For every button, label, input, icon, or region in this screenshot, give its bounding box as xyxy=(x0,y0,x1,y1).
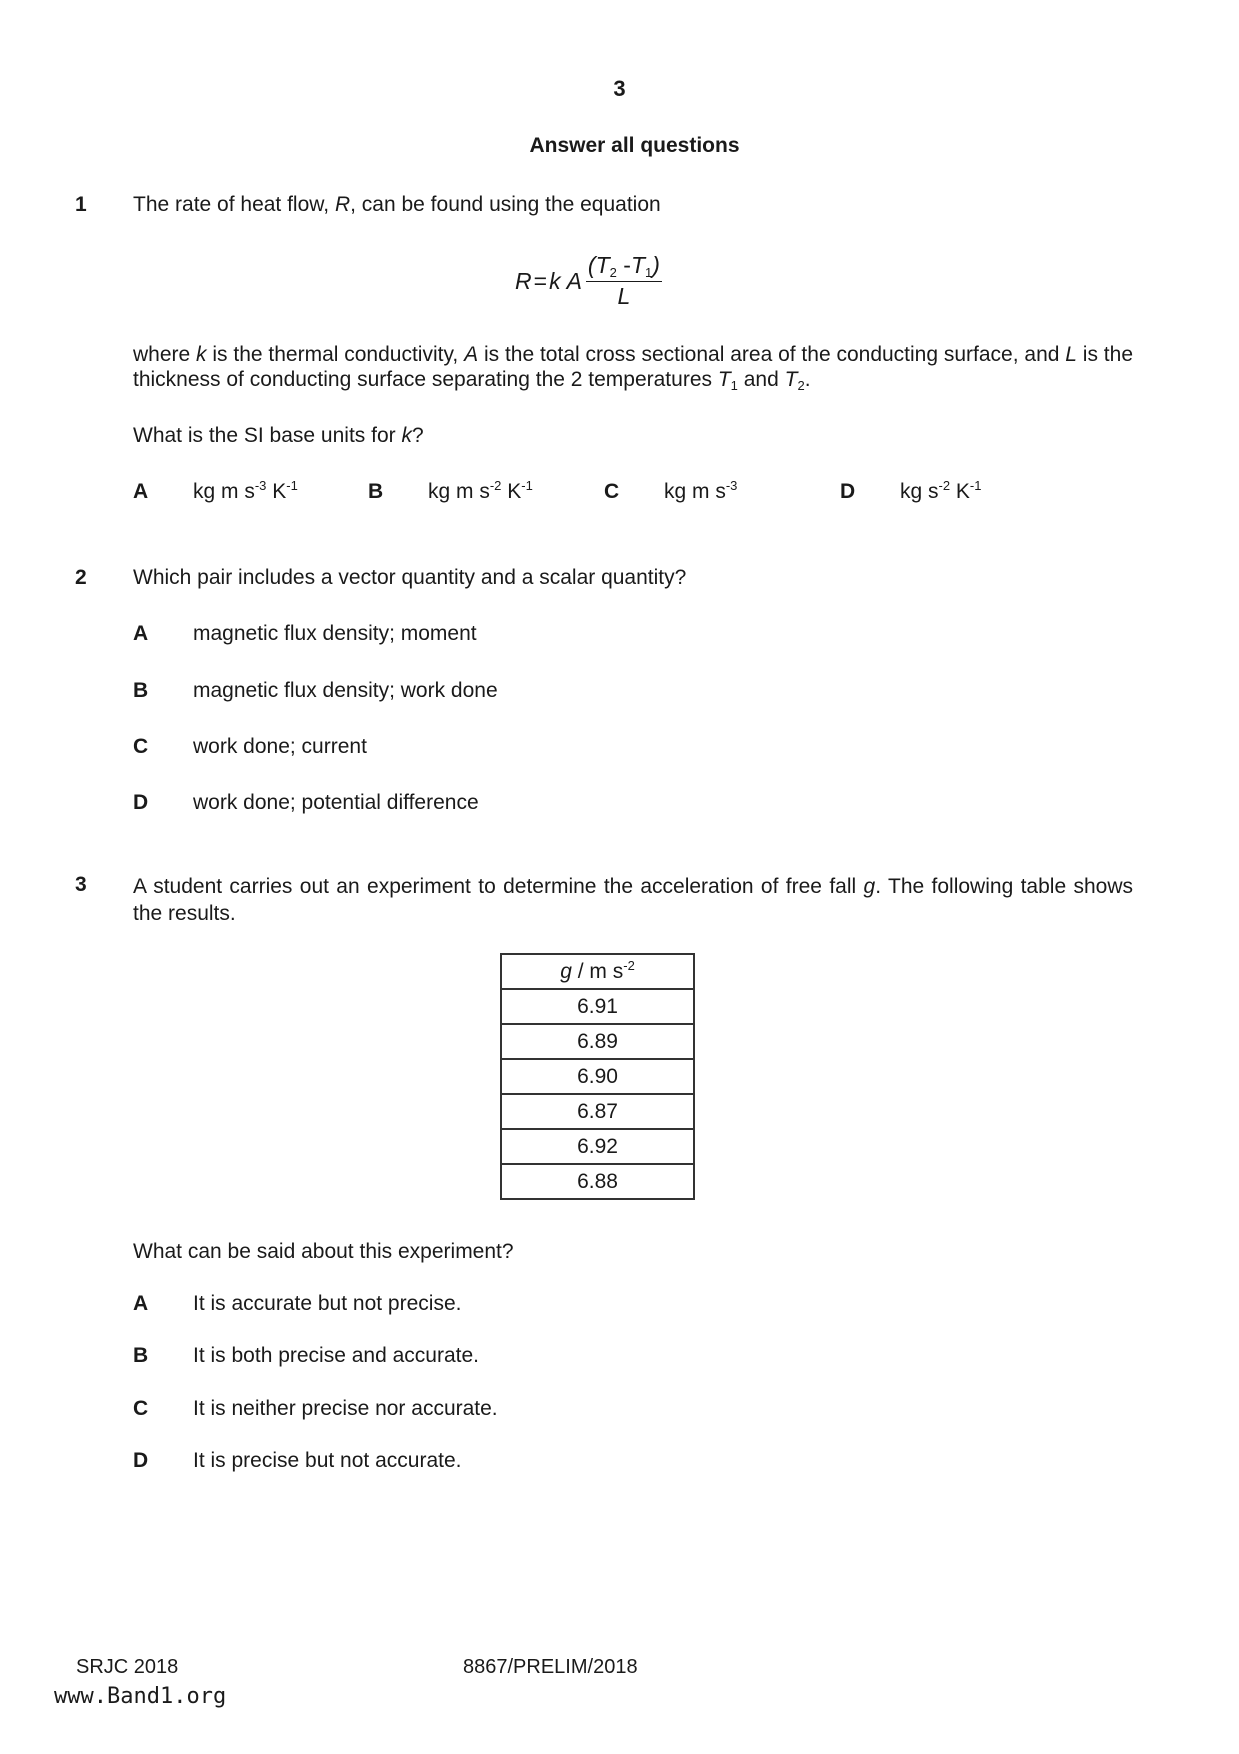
question-1-explanation xyxy=(133,342,1133,392)
footer-url[interactable]: www.Band1.org xyxy=(54,1684,227,1709)
unit-exponent: -1 xyxy=(521,478,533,493)
question-2-option-a[interactable] xyxy=(133,622,477,646)
question-3-option-d[interactable] xyxy=(133,1449,462,1473)
option-text: It is both precise and accurate. xyxy=(193,1344,479,1367)
var-k: k xyxy=(196,343,207,366)
var-g: g xyxy=(863,875,876,898)
paren-open: ( xyxy=(587,252,596,278)
table-row xyxy=(501,1129,694,1164)
explanation-text: where xyxy=(133,343,197,366)
explanation-text: and xyxy=(737,368,785,391)
eq-equals: = xyxy=(533,267,548,294)
question-1-option-c[interactable] xyxy=(604,478,738,504)
question-1-option-d[interactable] xyxy=(840,478,982,504)
option-text: It is neither precise nor accurate. xyxy=(193,1397,498,1420)
option-letter: B xyxy=(133,1344,149,1367)
option-letter: D xyxy=(133,791,149,814)
option-text: It is accurate but not precise. xyxy=(193,1292,462,1315)
sub-1: 1 xyxy=(730,378,738,393)
option-letter: C xyxy=(604,480,620,503)
question-3-option-a[interactable] xyxy=(133,1292,462,1316)
prompt-text: What is the SI base units for xyxy=(133,424,402,447)
page-number: 3 xyxy=(613,76,626,101)
var-A: A xyxy=(464,343,479,366)
paren-close: ) xyxy=(652,252,660,278)
question-1-stem xyxy=(133,193,661,217)
unit-exponent: -3 xyxy=(254,478,267,493)
option-text: It is precise but not accurate. xyxy=(193,1449,462,1472)
stem-text: The rate of heat flow, xyxy=(133,193,335,216)
stem-text: , can be found using the equation xyxy=(350,193,661,216)
eq-T2: T xyxy=(595,252,610,278)
eq-R: R xyxy=(515,267,532,294)
var-g: g xyxy=(560,959,572,983)
unit-exponent: -2 xyxy=(938,478,951,493)
table-cell: 6.88 xyxy=(501,1164,694,1199)
option-letter: A xyxy=(133,480,149,503)
table-row xyxy=(501,1024,694,1059)
question-2-stem: Which pair includes a vector quantity and a scalar quantity? xyxy=(133,566,687,589)
section-heading: Answer all questions xyxy=(529,134,740,157)
option-letter: C xyxy=(133,735,149,758)
unit-base: kg s xyxy=(900,480,939,503)
stem-text: . The following table shows the results. xyxy=(133,875,1133,925)
option-text xyxy=(900,480,981,504)
question-3-number: 3 xyxy=(75,873,87,896)
table-row xyxy=(501,989,694,1024)
unit-exponent: -2 xyxy=(489,478,502,493)
unit-base: kg m s xyxy=(193,480,255,503)
option-text xyxy=(428,480,533,504)
question-3-option-c[interactable] xyxy=(133,1397,498,1421)
table-cell: 6.89 xyxy=(501,1024,694,1059)
table-header-cell xyxy=(501,954,694,989)
option-letter: B xyxy=(368,480,384,503)
eq-k: k xyxy=(549,267,561,294)
unit-base: kg m s xyxy=(664,480,726,503)
question-2-option-b[interactable] xyxy=(133,679,498,703)
eq-minus: - xyxy=(616,252,631,278)
table-row xyxy=(501,1164,694,1199)
unit-exponent: -3 xyxy=(725,478,738,493)
option-text xyxy=(193,480,298,504)
option-letter: A xyxy=(133,622,149,645)
question-3-stem xyxy=(133,873,1133,927)
footer-paper-code: 8867/PRELIM/2018 xyxy=(463,1656,638,1678)
unit-base: kg m s xyxy=(428,480,490,503)
footer-school: SRJC 2018 xyxy=(76,1656,179,1678)
option-text: work done; current xyxy=(193,735,367,758)
eq-sub-2: 2 xyxy=(609,265,617,280)
eq-denominator: L xyxy=(617,283,631,309)
option-text: magnetic flux density; work done xyxy=(193,679,498,702)
results-table xyxy=(500,953,695,1200)
option-letter: A xyxy=(133,1292,149,1315)
heat-flow-equation xyxy=(515,252,662,310)
eq-numerator xyxy=(586,252,662,282)
option-letter: C xyxy=(133,1397,149,1420)
explanation-text: is the thermal conductivity, xyxy=(206,343,465,366)
table-row xyxy=(501,1059,694,1094)
option-text: magnetic flux density; moment xyxy=(193,622,477,645)
prompt-text: ? xyxy=(411,424,424,447)
question-2-option-d[interactable] xyxy=(133,791,479,815)
table-cell: 6.91 xyxy=(501,989,694,1024)
question-2-option-c[interactable] xyxy=(133,735,367,759)
unit-kelvin: K xyxy=(501,480,522,503)
var-L: L xyxy=(1065,343,1077,366)
unit-exponent: -1 xyxy=(286,478,298,493)
var-R: R xyxy=(334,193,351,216)
eq-fraction xyxy=(586,252,662,310)
unit-exponent: -1 xyxy=(969,478,982,493)
unit-kelvin: K xyxy=(266,480,287,503)
unit-text: / m s xyxy=(571,959,624,983)
var-T1: T xyxy=(717,368,731,391)
option-letter: D xyxy=(840,480,856,503)
question-3-option-b[interactable] xyxy=(133,1344,479,1368)
question-1-option-b[interactable] xyxy=(368,478,533,504)
table-cell: 6.87 xyxy=(501,1094,694,1129)
stem-text: A student carries out an experiment to determine the acceleration of free fall xyxy=(133,875,864,898)
explanation-text: is the total cross sectional area of the conducting surface, and xyxy=(478,343,1066,366)
option-text xyxy=(664,480,737,504)
table-header-row xyxy=(501,954,694,989)
question-1-number: 1 xyxy=(75,193,87,216)
eq-A: A xyxy=(566,267,582,294)
unit-kelvin: K xyxy=(950,480,970,503)
sub-2: 2 xyxy=(797,378,805,393)
var-k: k xyxy=(401,424,412,447)
explanation-text: is the thickness of conducting surface separating the 2 temperatures xyxy=(133,343,1133,391)
option-text: work done; potential difference xyxy=(193,791,479,814)
table-cell: 6.92 xyxy=(501,1129,694,1164)
question-1-option-a[interactable] xyxy=(133,478,298,504)
eq-T1: T xyxy=(630,252,645,278)
option-letter: B xyxy=(133,679,149,702)
table-row xyxy=(501,1094,694,1129)
question-1-prompt xyxy=(133,424,424,448)
option-letter: D xyxy=(133,1449,149,1472)
eq-sub-1: 1 xyxy=(645,265,653,280)
var-T2: T xyxy=(784,368,798,391)
question-3-prompt: What can be said about this experiment? xyxy=(133,1240,514,1263)
question-2-number: 2 xyxy=(75,566,87,589)
unit-exponent: -2 xyxy=(623,957,635,973)
explanation-text: . xyxy=(804,368,811,391)
table-cell: 6.90 xyxy=(501,1059,694,1094)
